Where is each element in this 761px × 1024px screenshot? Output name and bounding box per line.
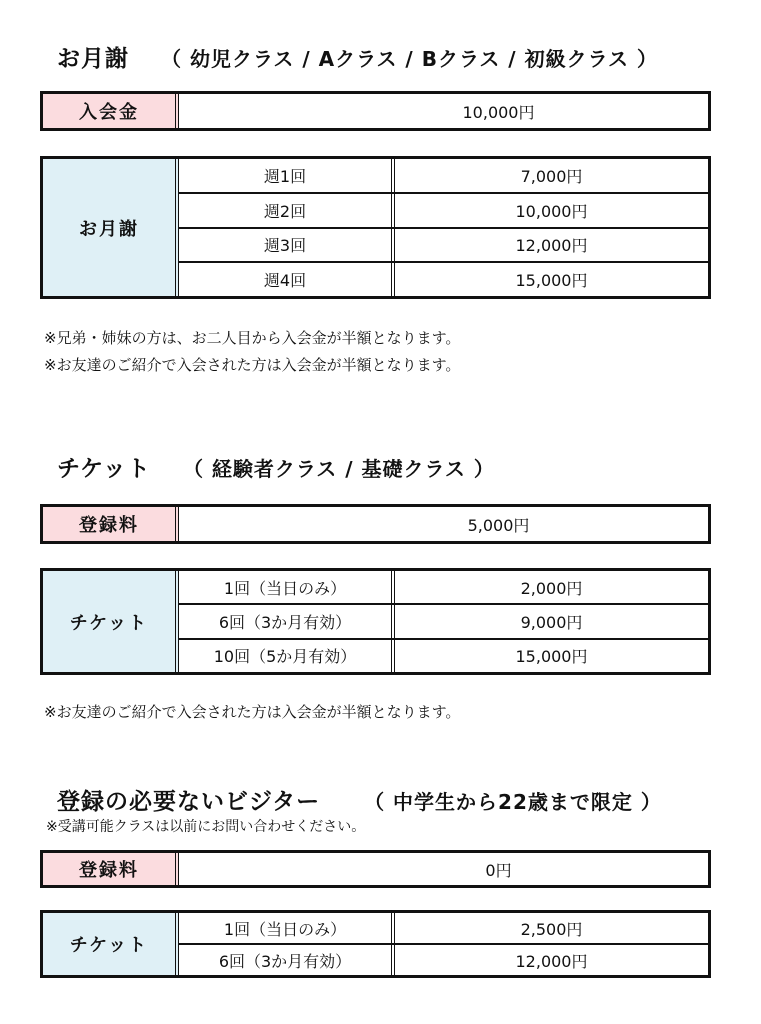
section3-subtitle: （ 中学生から22歳まで限定 ） xyxy=(364,790,662,814)
table-row xyxy=(179,263,708,296)
section2-title: チケット xyxy=(57,456,151,482)
table-row xyxy=(179,913,708,945)
price-label: チケット xyxy=(43,571,179,672)
section2-subtitle: （ 経験者クラス / 基礎クラス ） xyxy=(182,457,495,481)
option-cell: 1回（当日のみ） xyxy=(179,913,395,943)
price-label: お月謝 xyxy=(43,159,179,296)
amount-cell: 7,000円 xyxy=(520,166,583,186)
section1-note-2: ※お友達のご紹介で入会された方は入会金が半額となります。 xyxy=(44,356,461,374)
section2-note-1: ※お友達のご紹介で入会された方は入会金が半額となります。 xyxy=(44,703,461,721)
section1-subtitle: （ 幼児クラス / Aクラス / Bクラス / 初級クラス ） xyxy=(161,47,658,71)
section3-heading xyxy=(57,783,662,816)
table-row xyxy=(179,571,708,605)
amount-cell: 15,000円 xyxy=(515,647,588,667)
option-cell: 週3回 xyxy=(179,229,395,262)
option-cell: 10回（5か月有効） xyxy=(179,640,395,672)
section1-price-table xyxy=(40,156,711,299)
option-cell: 6回（3か月有効） xyxy=(179,945,395,975)
amount-cell: 15,000円 xyxy=(515,271,588,291)
section1-title: お月謝 xyxy=(57,46,129,72)
table-row xyxy=(179,945,708,975)
option-cell: 週4回 xyxy=(179,263,395,296)
amount-cell: 2,500円 xyxy=(520,919,583,939)
fee-label: 登録料 xyxy=(43,507,179,541)
price-rows xyxy=(179,571,708,672)
amount-cell: 12,000円 xyxy=(515,951,588,971)
table-row xyxy=(179,640,708,672)
table-row xyxy=(179,229,708,264)
amount-cell: 10,000円 xyxy=(515,201,588,221)
fee-value: 10,000円 xyxy=(462,102,535,122)
table-row xyxy=(179,159,708,194)
section3-fee-table xyxy=(40,850,711,888)
fee-value: 5,000円 xyxy=(467,515,530,535)
section1-fee-table xyxy=(40,91,711,131)
option-cell: 6回（3か月有効） xyxy=(179,605,395,637)
price-rows xyxy=(179,913,708,975)
section3-small-note: ※受講可能クラスは以前にお問い合わせください。 xyxy=(46,819,366,835)
option-cell: 週1回 xyxy=(179,159,395,192)
amount-cell: 2,000円 xyxy=(520,578,583,598)
section3-title: 登録の必要ないビジター xyxy=(57,789,321,815)
option-cell: 1回（当日のみ） xyxy=(179,571,395,603)
section2-fee-table xyxy=(40,504,711,544)
amount-cell: 9,000円 xyxy=(520,612,583,632)
price-label: チケット xyxy=(43,913,179,975)
fee-label: 入会金 xyxy=(43,94,179,128)
option-cell: 週2回 xyxy=(179,194,395,227)
table-row xyxy=(179,605,708,639)
price-rows xyxy=(179,159,708,296)
section2-heading xyxy=(57,450,495,483)
section1-heading xyxy=(57,40,658,73)
fee-value: 0円 xyxy=(485,860,512,880)
fee-label: 登録料 xyxy=(43,853,179,885)
table-row xyxy=(179,194,708,229)
section2-price-table xyxy=(40,568,711,675)
section1-note-1: ※兄弟・姉妹の方は、お二人目から入会金が半額となります。 xyxy=(44,329,461,347)
amount-cell: 12,000円 xyxy=(515,236,588,256)
section3-price-table xyxy=(40,910,711,978)
